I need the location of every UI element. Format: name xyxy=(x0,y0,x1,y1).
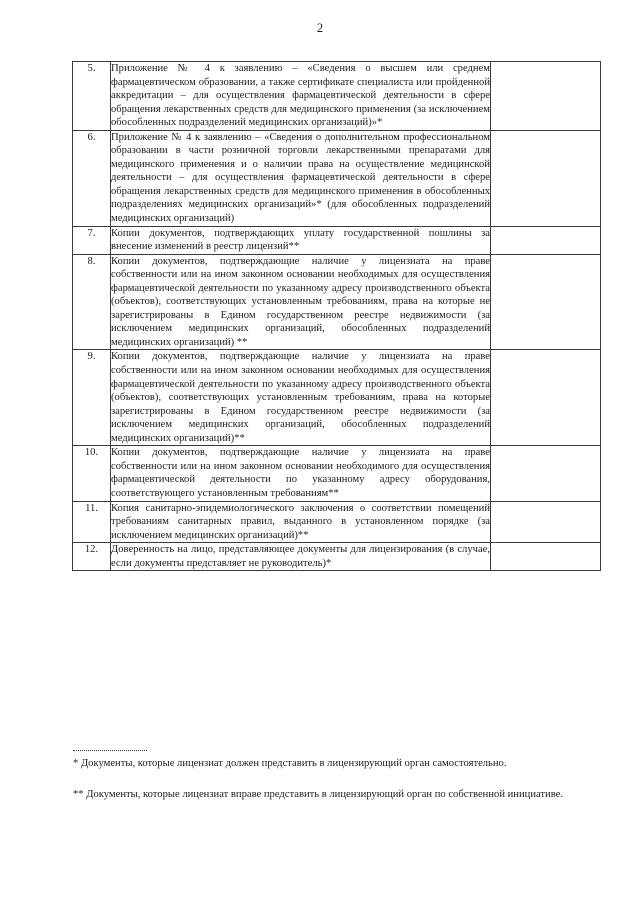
row-number: 9. xyxy=(73,350,111,446)
row-text: Копия санитарно-эпидемиологического заключения о соответствии помещений требованиям санитарных правил, выданного в установленном порядке (за исключением медицинских организаций)** xyxy=(111,501,491,543)
row-number: 12. xyxy=(73,543,111,571)
table-row xyxy=(73,501,601,543)
empty-cell xyxy=(491,350,601,446)
row-text: Приложение № 4 к заявлению – «Сведения о дополнительном профессиональном образовании в части розничной торговли лекарственными препаратами для медицинского применения и о наличии права на осуществление медицинской деятельности – для осуществления фармацевтической деятельности в сфере обращения лекарственных средств для медицинского применения в обособленных подразделениях медицинских организаций»* (для обособленных подразделений медицинских организаций) xyxy=(111,130,491,226)
row-text: Доверенность на лицо, представляющее документы для лицензирования (в случае, если документы представляет не руководитель)* xyxy=(111,543,491,571)
row-number: 5. xyxy=(73,62,111,131)
page-number: 2 xyxy=(316,21,324,35)
empty-cell xyxy=(491,446,601,501)
row-text: Копии документов, подтверждающие наличие у лицензиата на праве собственности или на ином законном основании необходимого для осуществления фармацевтической деятельности по указанному адресу оборудования, соответствующего установленным требованиям** xyxy=(111,446,491,501)
footnote-single-asterisk: * Документы, которые лицензиат должен представить в лицензирующий орган самостоятельно. xyxy=(73,758,507,769)
table-row xyxy=(73,254,601,350)
empty-cell xyxy=(491,130,601,226)
empty-cell xyxy=(491,62,601,131)
row-text: Копии документов, подтверждающие наличие у лицензиата на праве собственности или на ином законном основании необходимых для осуществления фармацевтической деятельности по указанному адресу производственного объекта (объектов), соответствующих установленным требованиям, права на которые не зарегистрированы в Едином государственном реестре недвижимости (за исключением медицинских организаций, обособленных подразделений медицинских организаций) ** xyxy=(111,254,491,350)
table-row xyxy=(73,350,601,446)
footnote-double-asterisk: ** Документы, которые лицензиат вправе представить в лицензирующий орган по собственной инициативе. xyxy=(73,789,564,800)
documents-table xyxy=(72,61,601,571)
empty-cell xyxy=(491,254,601,350)
row-text: Копии документов, подтверждающие наличие у лицензиата на праве собственности или на ином законном основании необходимых для осуществления фармацевтической деятельности по указанному адресу производственного объекта (объектов), соответствующих установленным требованиям, права на которые зарегистрированы в Едином государственном реестре недвижимости (за исключением медицинских организаций, обособленных подразделений медицинских организаций)** xyxy=(111,350,491,446)
table-row xyxy=(73,543,601,571)
row-text: Приложение № 4 к заявлению – «Сведения о высшем или среднем фармацевтическом образовании, а также сертификате специалиста или пройденной аккредитации – для осуществления фармацевтической деятельности в сфере обращения лекарственных средств для медицинского применения (за исключением обособленных подразделений медицинских организаций)»* xyxy=(111,62,491,131)
empty-cell xyxy=(491,226,601,254)
footnote-separator xyxy=(73,750,147,751)
table-row xyxy=(73,446,601,501)
row-number: 6. xyxy=(73,130,111,226)
table-row xyxy=(73,226,601,254)
empty-cell xyxy=(491,543,601,571)
row-number: 7. xyxy=(73,226,111,254)
table-row xyxy=(73,130,601,226)
empty-cell xyxy=(491,501,601,543)
row-number: 8. xyxy=(73,254,111,350)
table-row xyxy=(73,62,601,131)
row-number: 11. xyxy=(73,501,111,543)
row-text: Копии документов, подтверждающих уплату государственной пошлины за внесение изменений в реестр лицензий** xyxy=(111,226,491,254)
row-number: 10. xyxy=(73,446,111,501)
